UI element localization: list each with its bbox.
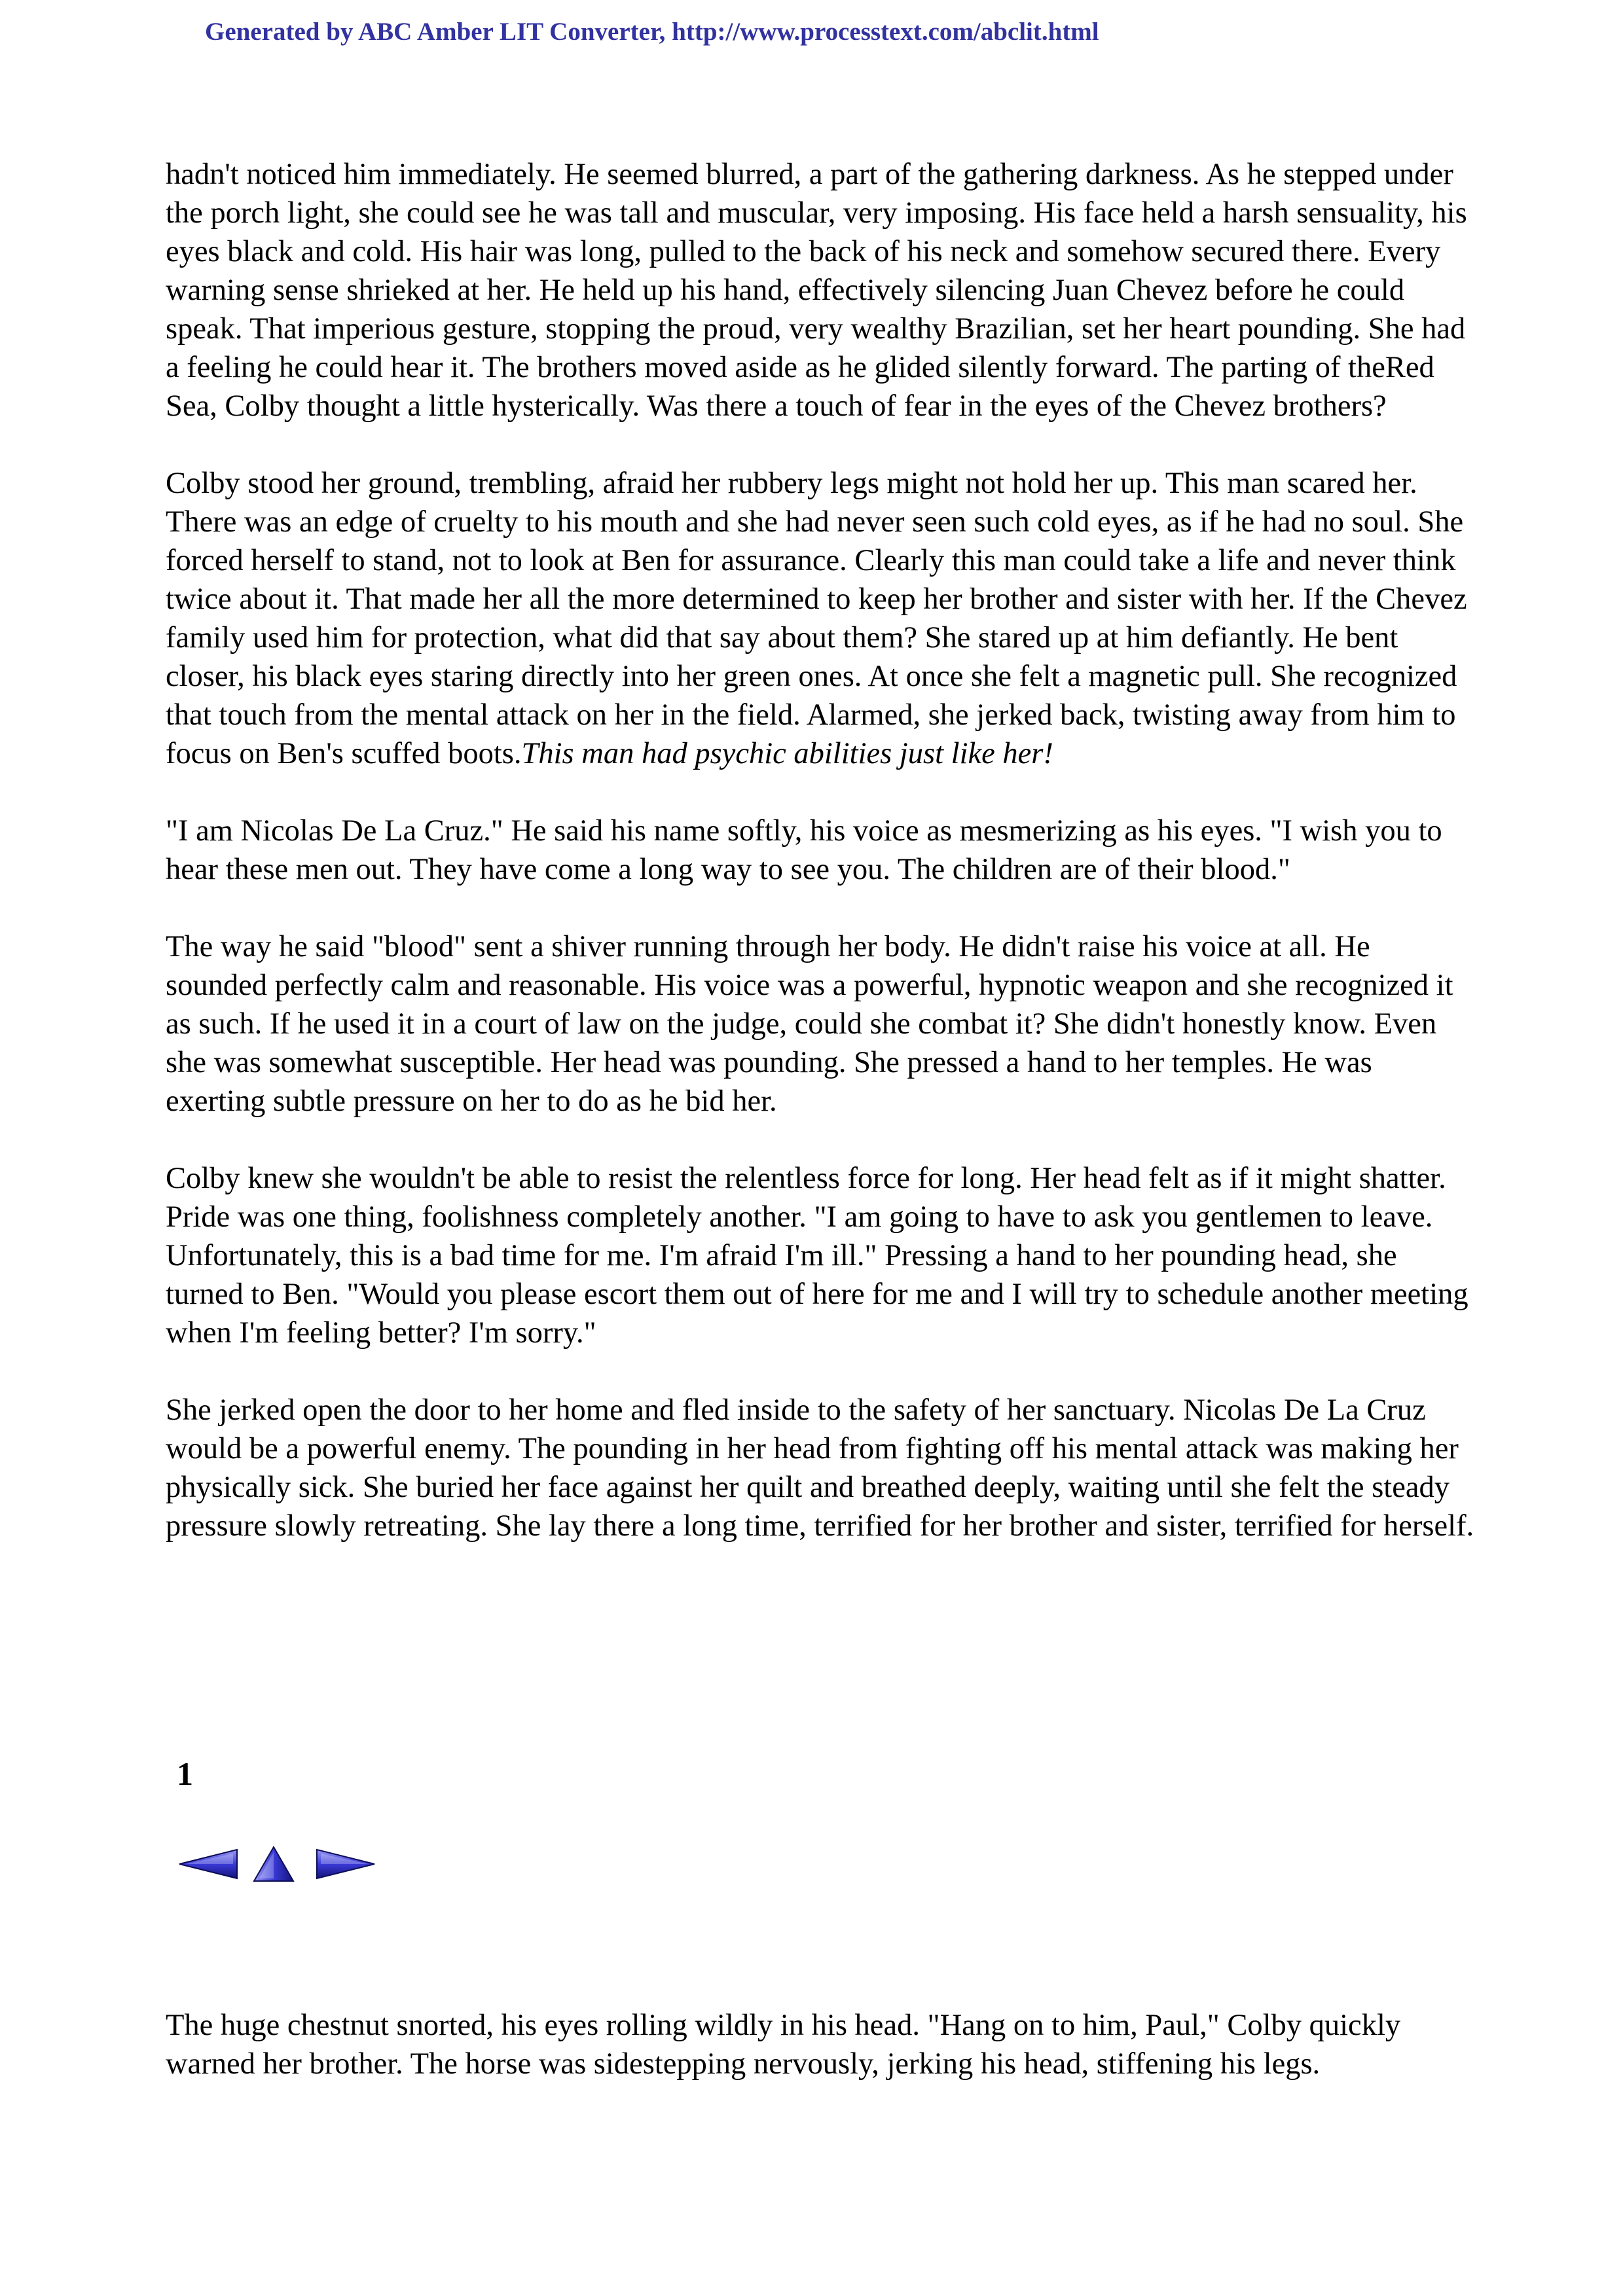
chapter-navigation [177, 1844, 377, 1884]
right-arrow-icon [317, 1850, 374, 1878]
paragraph-1: hadn't noticed him immediately. He seemed blurred, a part of the gathering darkness. As he stepped under the porch light, she could see he was tall and muscular, very imposing. His face held a harsh sensuality, his eyes black and cold. His hair was long, pulled to the back of his neck and somehow secured there. Every warning sense shrieked at her. He held up his hand, effectively silencing Juan Chevez before he could speak. That imperious gesture, stopping the proud, very wealthy Brazilian, set her heart pounding. She had a feeling he could hear it. The brothers moved aside as he glided silently forward. The parting of theRed Sea, Colby thought a little hysterically. Was there a touch of fear in the eyes of the Chevez brothers? [166, 158, 1467, 423]
document-body [166, 155, 1475, 1584]
paragraph-3: "I am Nicolas De La Cruz." He said his name softly, his voice as mesmerizing as his eyes. "I wish you to hear these men out. They have come a long way to see you. The children are of their blood." [166, 814, 1442, 886]
table-of-contents-button[interactable] [250, 1844, 297, 1884]
previous-chapter-button[interactable] [177, 1844, 242, 1884]
left-arrow-icon [179, 1850, 237, 1878]
paragraph-2-text: Colby stood her ground, trembling, afraid her rubbery legs might not hold her up. This man scared her. There was an edge of cruelty to his mouth and she had never seen such cold eyes, as if he had no soul. She forced herself to stand, not to look at Ben for assurance. Clearly this man could take a life and never think twice about it. That made her all the more determined to keep her brother and sister with her. If the Chevez family used him for protection, what did that say about them? She stared up at him defiantly. He bent closer, his black eyes staring directly into her green ones. At once she felt a magnetic pull. She recognized that touch from the mental attack on her in the field. Alarmed, she jerked back, twisting away from him to focus on Ben's scuffed boots. [166, 467, 1467, 770]
converter-header: Generated by ABC Amber LIT Converter, http://www.processtext.com/abclit.html [205, 18, 1099, 46]
paragraph-5: Colby knew she wouldn't be able to resist the relentless force for long. Her head felt as if it might shatter. Pride was one thing, foolishness completely another. "I am going to have to ask you gentlemen to leave. Unfortunately, this is a bad time for me. I'm afraid I'm ill." Pressing a hand to her pounding head, she turned to Ben. "Would you please escort them out of here for me and I will try to schedule another meeting when I'm feeling better? I'm sorry." [166, 1162, 1468, 1350]
paragraph-2 [166, 464, 1475, 773]
up-arrow-icon [254, 1847, 293, 1881]
paragraph-4: The way he said "blood" sent a shiver running through her body. He didn't raise his voice at all. He sounded perfectly calm and reasonable. His voice was a powerful, hypnotic weapon and she recognized it as such. If he used it in a court of law on the judge, could she combat it? She didn't honestly know. Even she was somewhat susceptible. Her head was pounding. She pressed a hand to her temples. He was exerting subtle pressure on her to do as he bid her. [166, 930, 1453, 1118]
paragraph-6: She jerked open the door to her home and fled inside to the safety of her sanctuary. Nicolas De La Cruz would be a powerful enemy. The pounding in her head from fighting off his mental attack was making her physically sick. She buried her face against her quilt and breathed deeply, waiting until she felt the steady pressure slowly retreating. She lay there a long time, terrified for her brother and sister, terrified for herself. [166, 1393, 1474, 1543]
chapter-opening-paragraph: The huge chestnut snorted, his eyes rolling wildly in his head. "Hang on to him, Paul," Colby quickly warned her brother. The horse was sidestepping nervously, jerking his head, stiffening his legs. [166, 2009, 1401, 2081]
chapter-opening [166, 2006, 1475, 2083]
next-chapter-button[interactable] [312, 1844, 377, 1884]
italic-thought: This man had psychic abilities just like her! [521, 737, 1053, 770]
chapter-number: 1 [177, 1755, 193, 1792]
